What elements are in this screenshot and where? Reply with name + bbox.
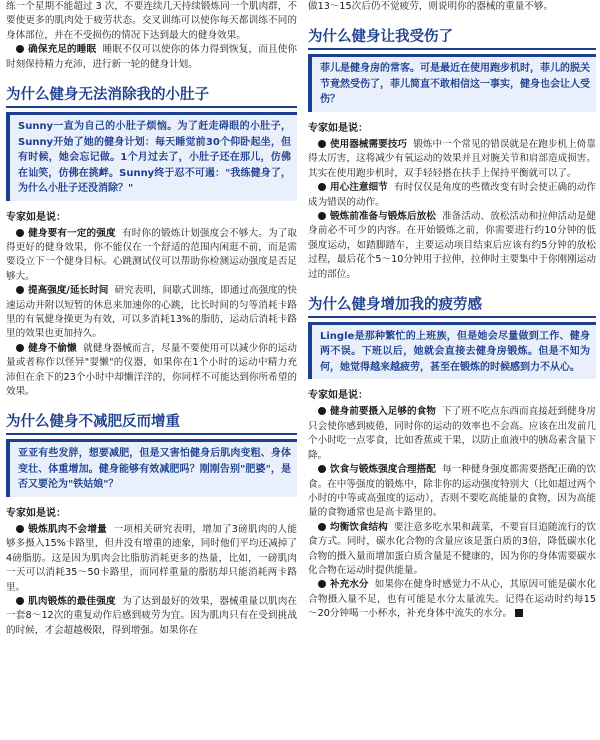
title-divider <box>308 316 596 318</box>
title-divider <box>6 433 297 435</box>
bullet-icon <box>16 229 24 237</box>
continued-paragraph: 做13～15次后仍不觉疲劳，则说明你的器械的重量不够。 <box>308 1 554 12</box>
bullet-icon <box>318 212 326 220</box>
expert-heading: 专家如是说： <box>6 507 66 519</box>
bullet-icon <box>16 597 24 605</box>
tip-item: 饮食与锻炼强度合理搭配 每一种健身强度都需要搭配正确的饮食。在中等强度的锻炼中，除非你的运动强度特别大（比如超过两个小时的中等或高强度的运动），否则不要吃高能量的食物，因为高能量的食物通常也是高卡路里的。 <box>308 464 596 519</box>
tip-item: 用心注意细节 有时仅仅是角度的些微改变有时会使正确的动作成为错误的动作。 <box>308 182 596 208</box>
expert-heading: 专家如是说： <box>6 211 66 223</box>
bullet-icon <box>16 344 24 352</box>
tip-item: 补充水分 如果你在健身时感觉力不从心，其原因可能是碳水化合物摄入量不足，也有可能是水分太量流失。记得在运动时约每15～20分钟喝一小杯水，补充身体中流失的水分。 <box>308 579 596 620</box>
case-intro-box: 菲儿是健身房的常客。可是最近在使用跑步机时，菲儿的脱关节竟然受伤了，菲儿简直不敢相信这一事实，健身也会让人受伤？ <box>308 54 596 112</box>
tip-item: 健身要有一定的强度 有时你的锻炼计划强度会不够大。为了取得更好的健身效果，你不能仅在一个舒适的范围内闲逛不前，而是需要设立下一个健身目标。心跳测试仪可以帮助你检测运动强度是否足够大。 <box>6 227 297 282</box>
bullet-icon <box>318 407 326 415</box>
bullet-icon <box>16 525 24 533</box>
left-column <box>6 0 297 740</box>
section-title-injury: 为什么健身让我受伤了 <box>308 29 453 46</box>
continued-paragraph: 练一个星期不能超过 3 次，不要连续几天持续锻炼同一个肌肉群，不要使更多的肌肉处于疲劳状态。交叉训练可以使你每天都训练不同的身体部位，并在不受损伤的情况下达到最大的健身效果。 <box>6 1 297 41</box>
end-mark-icon <box>515 609 523 617</box>
case-intro-box: Lingle是那种繁忙的上班族，但是她会尽量做到工作、健身两不误。下班以后，她就会直接去健身房锻炼。但是不知为何，她觉得越来越疲劳，甚至在锻炼的时候感到力不从心。 <box>308 322 596 380</box>
case-intro-box: 亚亚有些发胖，想要减肥，但是又害怕健身后肌肉变粗、身体变壮、体重增加。健身能够有效减肥吗？刚刚告别"肥婆"，是否又要沦为"铁姑娘"？ <box>6 439 297 497</box>
bullet-icon <box>16 45 24 53</box>
case-intro-box: Sunny一直为自己的小肚子烦恼。为了赶走碍眼的小肚子，Sunny开始了她的健身计划：每天睡觉前30个仰卧起坐，但有时候，她会忘记做。1个月过去了，小肚子还在那儿，仿佛在讪笑，仿佛在挑衅。Sunny终于忍不可遏："我练健身了，为什么小肚子还没消除？" <box>6 112 297 201</box>
section-title-weight: 为什么健身不减肥反而增重 <box>6 414 180 431</box>
tip-item: 锻炼肌肉不会增量 一项相关研究表明，增加了3磅肌肉的人能够多摄入15%卡路里，但并没有增重的迹象，同时他们平均还减掉了4磅脂肪。这是因为肌肉会比脂肪消耗更多的热量，比如，一磅肌肉一天可以消耗35～50卡路里，而同样重量的脂肪却只能消耗两卡路里。 <box>6 523 297 593</box>
tip-item: 使用器械需要技巧 锻炼中一个常见的错误就是在跑步机上倚靠得太厉害，这将减少有氧运动的效果并且对腕关节和肩部造成损害。其实在使用跑步机时，双手轻轻搭在扶手上保持平衡就可以了。 <box>308 138 596 179</box>
tip-item: 肌肉锻炼的最佳强度 为了达到最好的效果，器械重量以肌肉在一套8～12次的重复动作后感到疲劳为宜。因为肌肉只有在受到挑战的时候，才会超越极限，得到增强。如果你在 <box>6 595 297 636</box>
bullet-icon <box>318 465 326 473</box>
expert-heading: 专家如是说： <box>308 390 368 402</box>
title-divider <box>308 48 596 50</box>
bullet-icon <box>318 140 326 148</box>
right-column <box>308 0 596 740</box>
tip-item: 健身前要摄入足够的食物 下了班不吃点东西而直接赶到健身房只会使你感到疲倦，同时你的运动的效率也不会高。应该在出发前几个小时吃一点零食，比如香蕉或干果，以防止血液中的胰岛素含量下降。 <box>308 406 596 461</box>
bullet-icon <box>318 580 326 588</box>
tip-item: 健身不偷懒 就健身器械而言，尽量不要使用可以减少你的运动量或者称作以怪异"耍懒"的仪器，如果你在1个小时的运动中精力充沛但在余下的23个小时中却懒洋洋的，你同样不可能达到你所希望的效果。 <box>6 342 297 397</box>
bullet-icon <box>318 183 326 191</box>
section-title-belly: 为什么健身无法消除我的小肚子 <box>6 87 209 104</box>
tip-item: 均衡饮食结构 要注意多吃水果和蔬菜，不要盲目追随流行的饮食方式。同时，碳水化合物的含量应该是蛋白质的3倍，降低碳水化合物的摄入量而增加蛋白质含量是不健康的，因为你的身体需要碳水化合物在运动时提供能量。 <box>308 521 596 576</box>
tip-item: 提高强度/延长时间 研究表明，间歇式训练，即通过高强度的快速运动并附以短暂的休息来加速你的心跳，比长时间的匀等消耗卡路里的有氧健身操更为有效，可以多消耗13%的脂肪，运动后消耗卡路里的效果也更加持久。 <box>6 285 297 340</box>
bullet-icon <box>16 286 24 294</box>
bullet-icon <box>318 523 326 531</box>
section-title-fatigue: 为什么健身增加我的疲劳感 <box>308 296 482 313</box>
tip-sleep: 确保充足的睡眠 睡眠不仅可以使你的体力得到恢复，而且使你时刻保持精力充沛，进行新一轮的健身计划。 <box>6 44 297 70</box>
title-divider <box>6 106 297 108</box>
expert-heading: 专家如是说： <box>308 122 368 134</box>
tip-item: 锻炼前准备与锻炼后放松 准备活动、放松活动和拉伸活动是健身前必不可少的内容。在开始锻炼之前，你需要进行约10分钟的低强度运动，如踏脚踏车，主要运动项目结束后应该有约5分钟的放松过程，最后花个5～10分钟用于拉伸，拉伸时主要集中于你刚刚运动过的部位。 <box>308 210 596 280</box>
